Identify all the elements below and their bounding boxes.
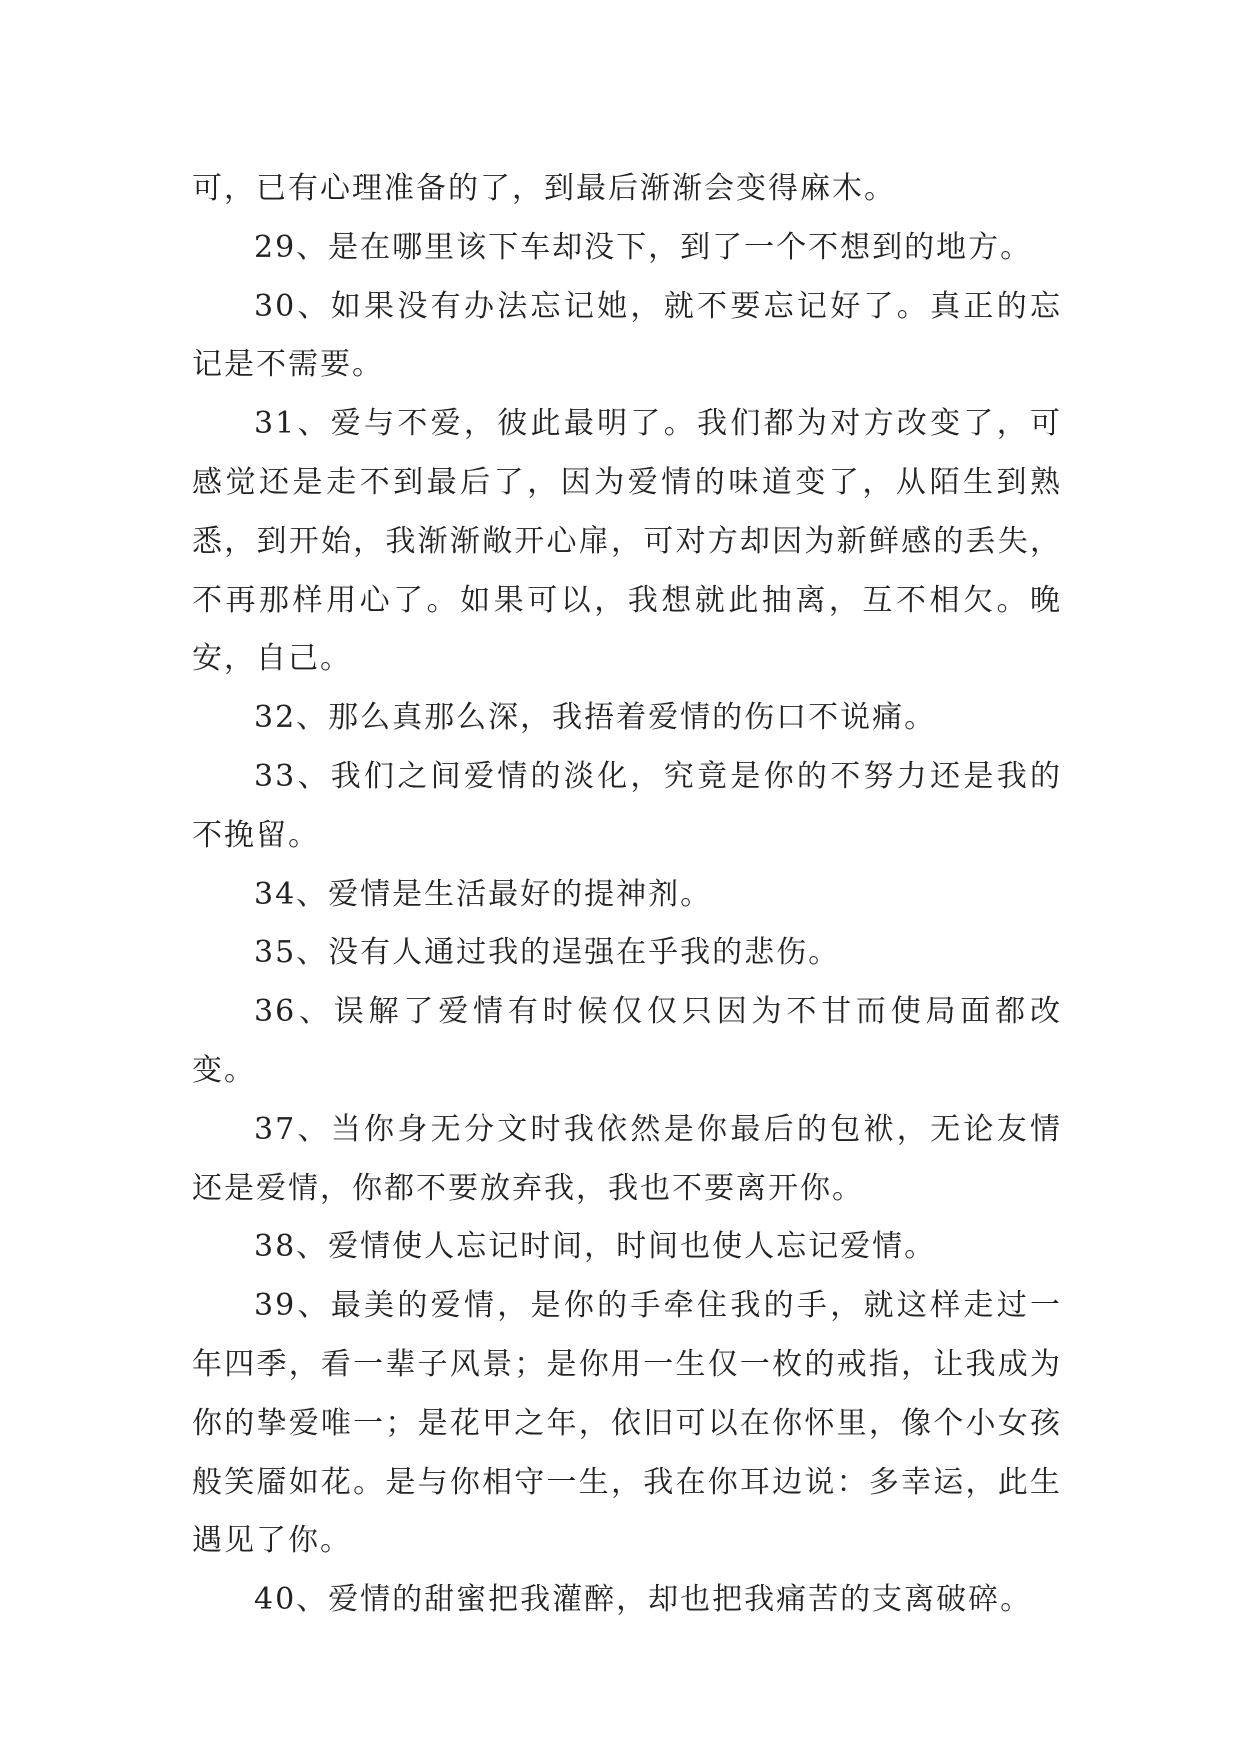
paragraph-30: 30、如果没有办法忘记她，就不要忘记好了。真正的忘记是不需要。 bbox=[192, 288, 1062, 383]
paragraph-40: 40、爱情的甜蜜把我灌醉，却也把我痛苦的支离破碎。 bbox=[254, 1582, 1033, 1618]
paragraph-28-continued: 可，已有心理准备的了，到最后渐渐会变得麻木。 bbox=[192, 171, 896, 206]
paragraph-29: 29、是在哪里该下车却没下，到了一个不想到的地方。 bbox=[254, 229, 1033, 265]
paragraph-36: 36、误解了爱情有时候仅仅只因为不甘而使局面都改变。 bbox=[192, 994, 1062, 1088]
paragraph-31: 31、爱与不爱，彼此最明了。我们都为对方改变了，可感觉还是走不到最后了，因为爱情的味道变了，从陌生到熟悉，到开始，我渐渐敞开心扉，可对方却因为新鲜感的丢失，不再那样用心了。如果可以，我想就此抽离，互不相欠。晚安，自己。 bbox=[192, 406, 1062, 677]
document-body bbox=[192, 160, 1062, 1630]
paragraph-34: 34、爱情是生活最好的提神剂。 bbox=[254, 876, 713, 912]
paragraph-35: 35、没有人通过我的逞强在乎我的悲伤。 bbox=[254, 935, 841, 971]
paragraph-32: 32、那么真那么深，我捂着爱情的伤口不说痛。 bbox=[254, 700, 937, 736]
paragraph-39: 39、最美的爱情，是你的手牵住我的手，就这样走过一年四季，看一辈子风景；是你用一生仅一枚的戒指，让我成为你的挚爱唯一；是花甲之年，依旧可以在你怀里，像个小女孩般笑靥如花。是与你相守一生，我在你耳边说：多幸运，此生遇见了你。 bbox=[192, 1288, 1062, 1559]
paragraph-33: 33、我们之间爱情的淡化，究竟是你的不努力还是我的不挽留。 bbox=[192, 758, 1062, 853]
paragraph-37: 37、当你身无分文时我依然是你最后的包袱，无论友情还是爱情，你都不要放弃我，我也不要离开你。 bbox=[192, 1111, 1062, 1206]
paragraph-38: 38、爱情使人忘记时间，时间也使人忘记爱情。 bbox=[254, 1229, 937, 1265]
